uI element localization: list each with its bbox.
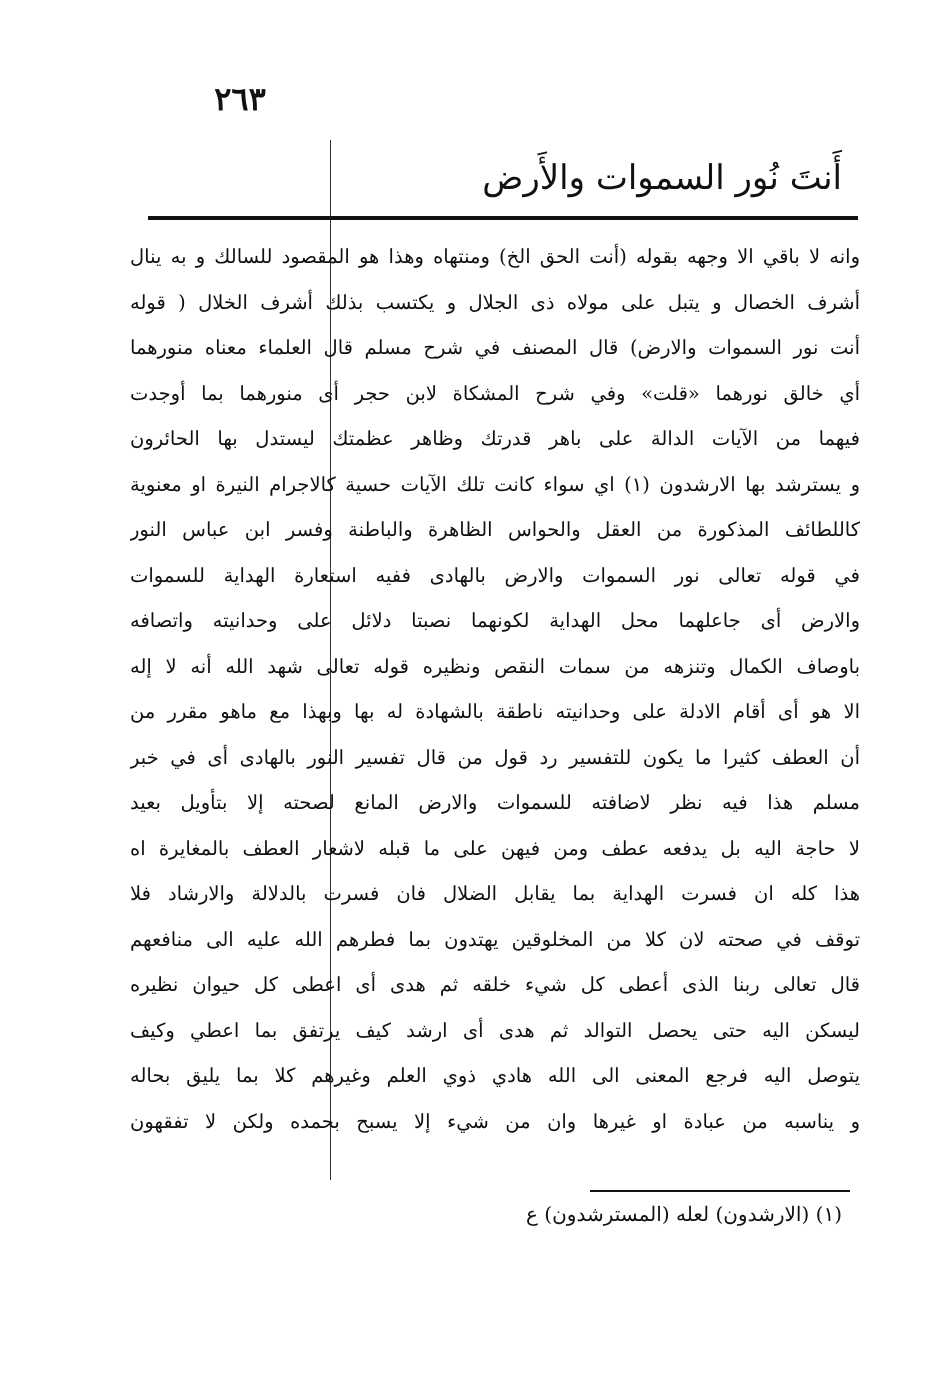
text-line: باوصاف الكمال وتنزهه من سمات النقص ونظيره قوله تعالى شهد الله أنه لا إله	[130, 654, 860, 678]
header-rule	[148, 216, 858, 220]
section-heading: أَنتَ نُور السموات والأَرض	[482, 158, 842, 198]
text-line: قال تعالى ربنا الذى أعطى كل شيء خلقه ثم هدى أى اعطى كل حيوان نظيره	[130, 973, 860, 996]
text-line: والارض أى جاعلهما محل الهداية لكونهما نصبتا دلائل على وحدانيته واتصافه	[130, 609, 860, 632]
text-line: الا هو أى أقام الادلة على وحدانيته ناطقة بالشهادة له بها وبهذا مع ماهو مقرر من	[130, 700, 860, 723]
text-line: لا حاجة اليه بل يدفعه عطف ومن فيهن على ما قبله لاشعار العطف بالمغايرة اه	[130, 836, 860, 860]
text-line: في قوله تعالى نور السموات والارض بالهادى ففيه استعارة الهداية للسموات	[130, 563, 860, 587]
text-line: فيهما من الآيات الدالة على باهر قدرتك وظاهر عظمتك ليستدل بها الحائرون	[130, 427, 860, 450]
text-line: توقف في صحته لان كلا من المخلوقين يهتدون بما فطرهم الله عليه الى منافعهم	[130, 927, 860, 951]
text-line: مسلم هذا فيه نظر لاضافته للسموات والارض المانع لصحته إلا بتأويل بعيد	[130, 791, 860, 814]
text-line: و يسترشد بها الارشدون (١) اي سواء كانت تلك الآيات حسية كالاجرام النيرة او معنوية	[130, 472, 860, 496]
page-number: ٢٦٣	[214, 80, 266, 118]
text-line: يتوصل اليه فرجع المعنى الى الله هادي ذوي العلم وغيرهم كلا بما يليق بحاله	[130, 1064, 860, 1087]
text-line: كاللطائف المذكورة من العقل والحواس الظاهرة والباطنة وفسر ابن عباس النور	[130, 518, 860, 541]
text-line: أنت نور السموات والارض) قال المصنف في شرح مسلم قال العلماء معناه منورهما	[130, 336, 860, 359]
footnote: (١) (الارشدون) لعله (المسترشدون) ع	[526, 1202, 842, 1226]
text-line: أشرف الخصال و يتبل على مولاه ذى الجلال و يكتسب بذلك أشرف الخلال ( قوله	[130, 290, 860, 314]
text-line: أن العطف كثيرا ما يكون للتفسير رد قول من قال تفسير النور بالهادى أى في خبر	[130, 745, 860, 769]
text-line: هذا كله ان فسرت الهداية بما يقابل الضلال فان فسرت بالدلالة والارشاد فلا	[130, 882, 860, 905]
text-line: أي خالق نورهما «قلت» وفي شرح المشكاة لابن حجر أى منورهما بما أوجدت	[130, 381, 860, 405]
text-line: وانه لا باقي الا وجهه بقوله (أنت الحق الخ) ومنتهاه وهذا هو المقصود للسالك و به ينال	[130, 245, 860, 268]
footnote-rule	[590, 1190, 850, 1192]
body-text	[130, 234, 860, 1144]
text-line: و يناسبه من عبادة او غيرها وان من شيء إلا يسبح بحمده ولكن لا تفقهون	[130, 1109, 860, 1133]
text-line: ليسكن اليه حتى يحصل التوالد ثم هدى أى ارشد كيف يرتفق بما اعطي وكيف	[130, 1018, 860, 1042]
